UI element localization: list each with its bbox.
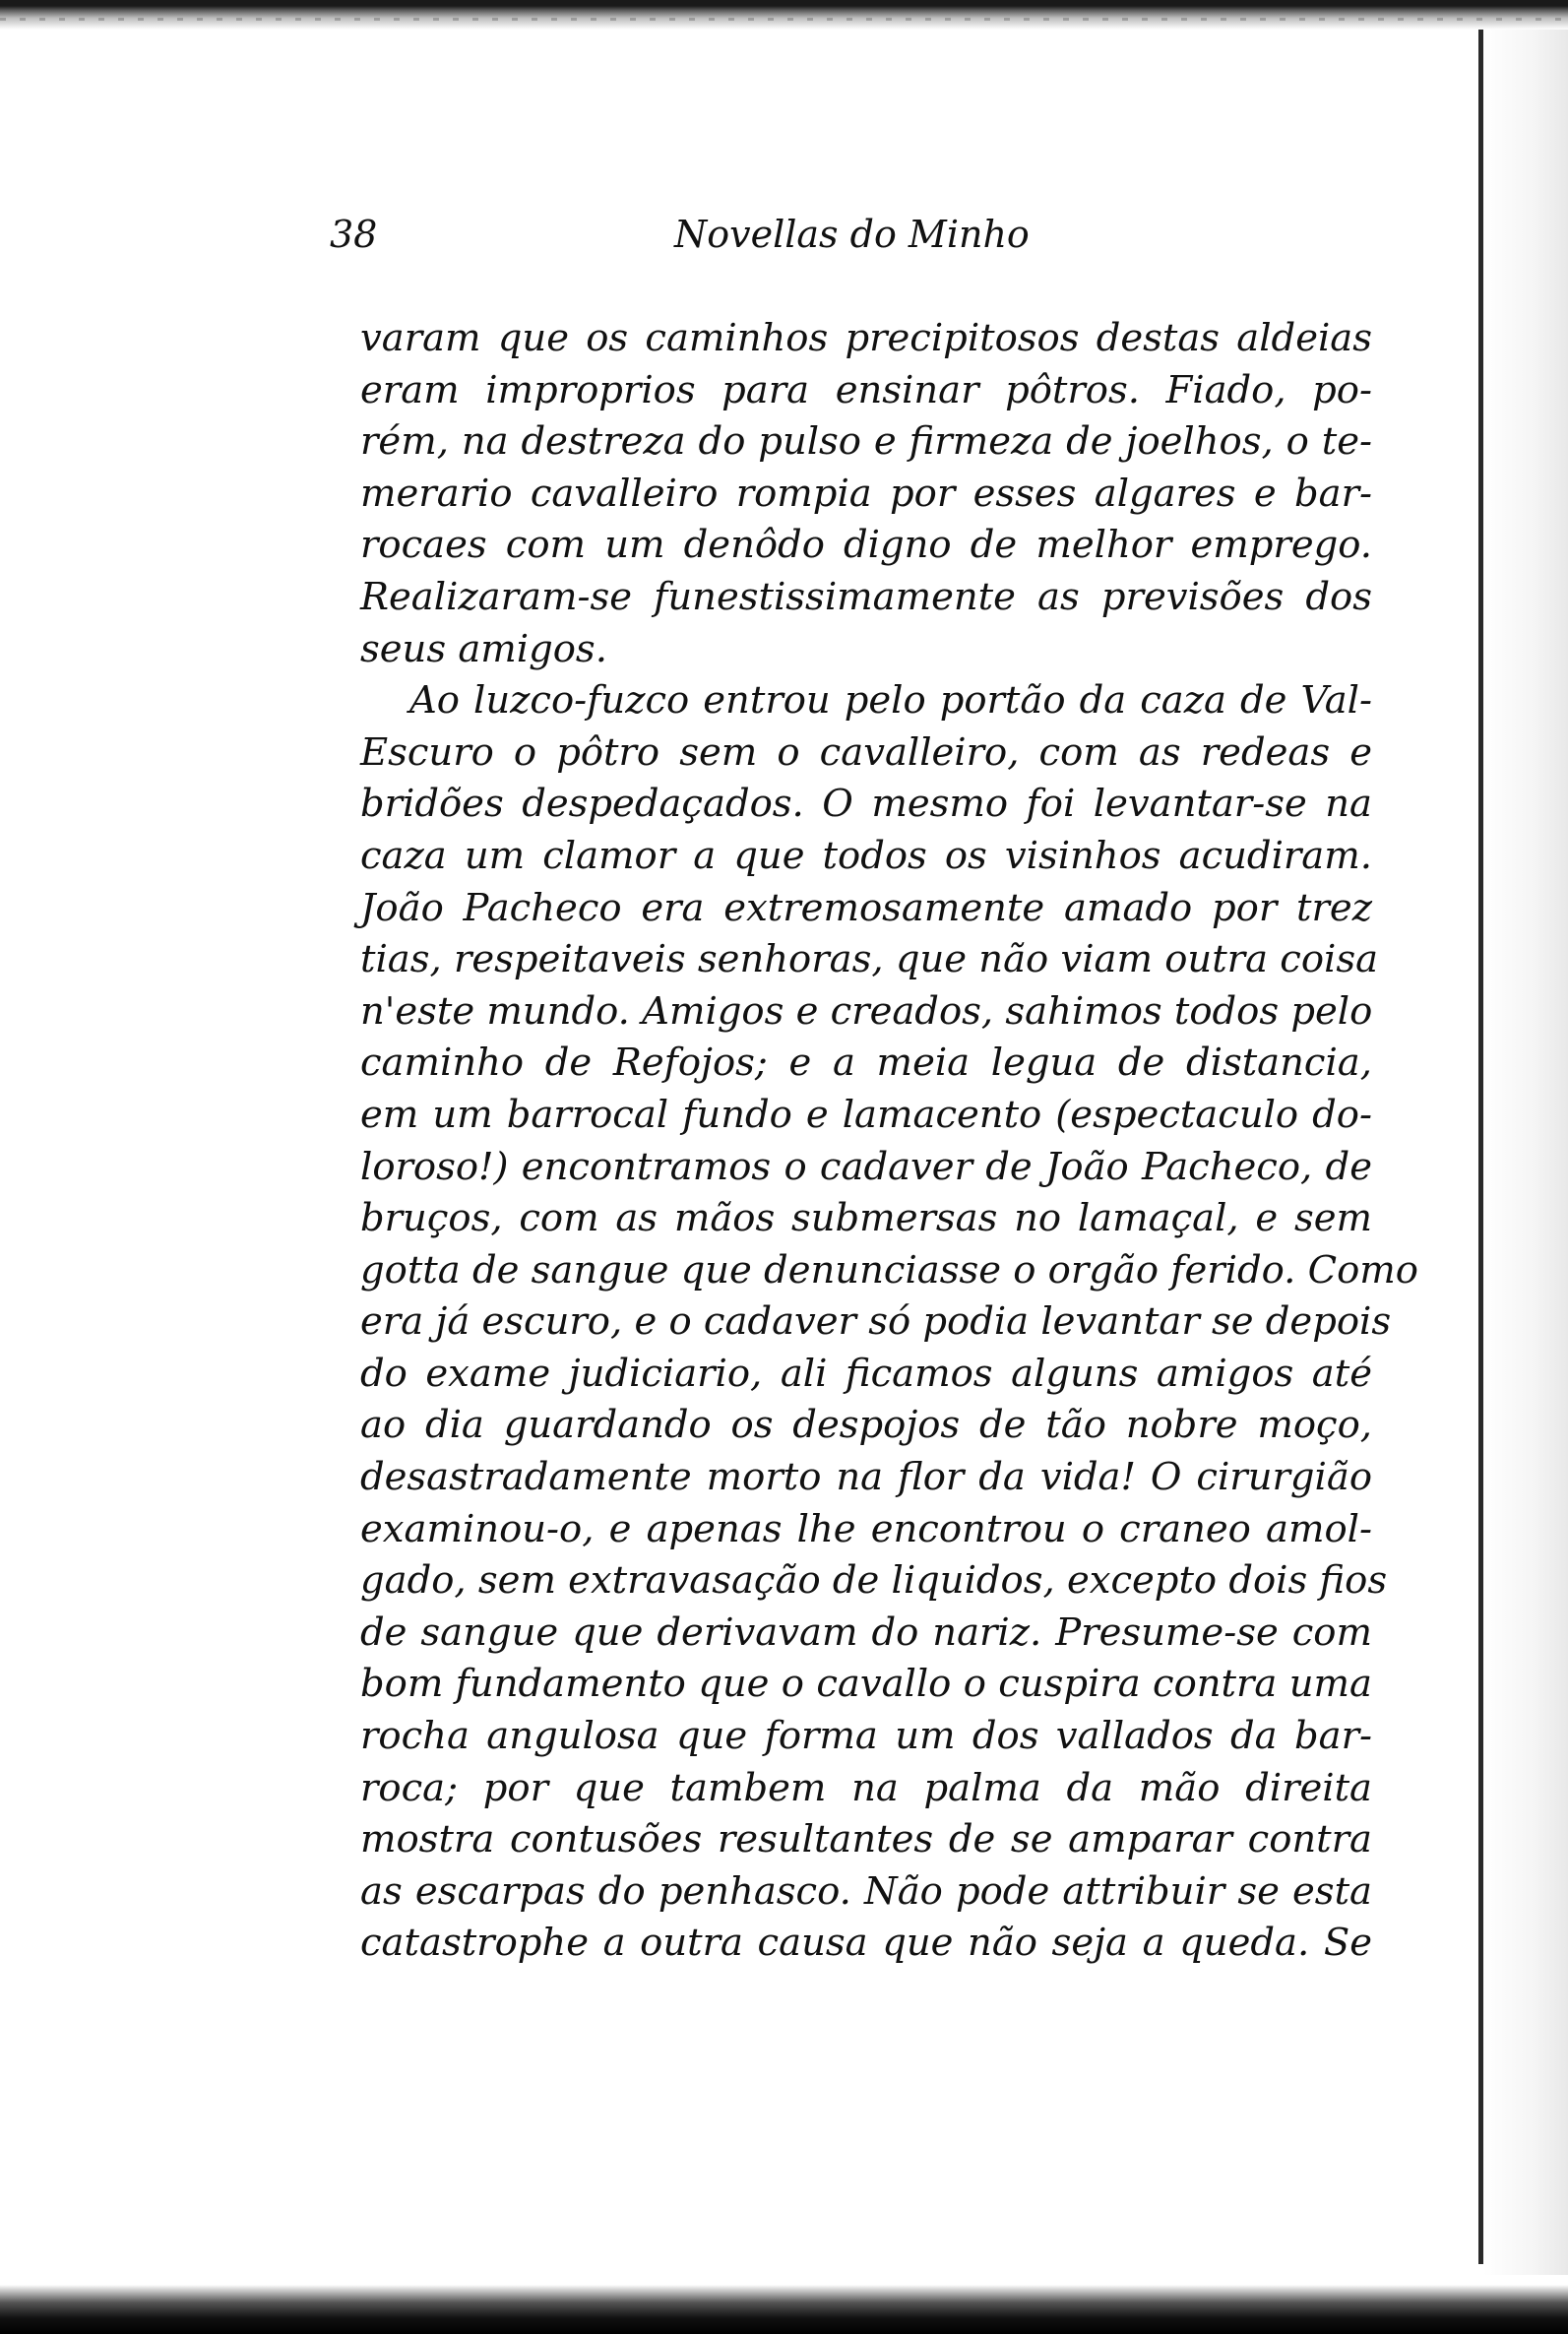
text-line: rocha angulosa que forma um dos vallados da bar- bbox=[360, 1714, 1372, 1759]
page-header bbox=[330, 213, 1403, 272]
text-line: era já escuro, e o cadaver só podia levantar se depois bbox=[360, 1299, 1392, 1345]
text-line: desastradamente morto na flor da vida! O cirurgião bbox=[360, 1455, 1372, 1500]
text-line: bruços, com as mãos submersas no lamaçal, e sem bbox=[360, 1196, 1372, 1241]
text-line: ao dia guardando os despojos de tão nobre moço, bbox=[360, 1403, 1372, 1448]
text-line: seus amigos. bbox=[360, 626, 607, 671]
text-line: rocaes com um denôdo digno de melhor emprego. bbox=[360, 523, 1372, 568]
text-line: examinou-o, e apenas lhe encontrou o craneo amol- bbox=[360, 1506, 1372, 1551]
text-line: de sangue que derivavam do nariz. Presume-se com bbox=[360, 1609, 1372, 1655]
text-line: loroso!) encontramos o cadaver de João Pacheco, de bbox=[360, 1144, 1372, 1189]
text-line: caminho de Refojos; e a meia legua de distancia, bbox=[360, 1041, 1372, 1086]
text-line: bom fundamento que o cavallo o cuspira contra uma bbox=[360, 1662, 1372, 1707]
text-line: caza um clamor a que todos os visinhos acudiram. bbox=[360, 833, 1372, 878]
text-line: em um barrocal fundo e lamacento (espectaculo do- bbox=[360, 1092, 1372, 1137]
scan-edge-right bbox=[1478, 30, 1483, 2264]
text-line: roca; por que tambem na palma da mão direita bbox=[360, 1765, 1372, 1810]
text-line: Escuro o pôtro sem o cavalleiro, com as redeas e bbox=[360, 729, 1372, 775]
running-title: Novellas do Minho bbox=[674, 213, 1030, 256]
scan-speckle bbox=[0, 18, 1568, 21]
body-text bbox=[360, 313, 1418, 1970]
text-line: Ao luzco-fuzco entrou pelo portão da caza de Val- bbox=[409, 678, 1372, 724]
text-line: mostra contusões resultantes de se amparar contra bbox=[360, 1817, 1372, 1862]
text-line: eram improprios para ensinar pôtros. Fiado, po- bbox=[360, 367, 1372, 412]
scan-edge-top bbox=[0, 0, 1568, 30]
text-line: Realizaram-se funestissimamente as previsões dos bbox=[360, 574, 1372, 619]
page-number: 38 bbox=[330, 213, 378, 256]
text-line: n'este mundo. Amigos e creados, sahimos todos pelo bbox=[360, 988, 1373, 1034]
text-line: varam que os caminhos precipitosos destas aldeias bbox=[360, 316, 1372, 360]
text-line: as escarpas do penhasco. Não pode attribuir se esta bbox=[360, 1868, 1372, 1914]
text-line: rém, na destreza do pulso e firmeza de joelhos, o te- bbox=[360, 419, 1372, 465]
text-line: bridões despedaçados. O mesmo foi levantar-se na bbox=[360, 782, 1372, 827]
text-line: João Pacheco era extremosamente amado por trez bbox=[360, 885, 1372, 930]
text-line: catastrophe a outra causa que não seja a queda. Se bbox=[360, 1921, 1372, 1966]
text-line: do exame judiciario, ali ficamos alguns amigos até bbox=[360, 1351, 1372, 1396]
text-line: gado, sem extravasação de liquidos, excepto dois fios bbox=[360, 1558, 1388, 1604]
text-line: tias, respeitaveis senhoras, que não viam outra coisa bbox=[360, 937, 1379, 982]
text-line: gotta de sangue que denunciasse o orgão ferido. Como bbox=[360, 1247, 1418, 1293]
text-line: merario cavalleiro rompia por esses algares e bar- bbox=[360, 471, 1372, 516]
scan-edge-bottom bbox=[0, 2275, 1568, 2334]
scan-edge-right-shade bbox=[1483, 30, 1568, 2294]
